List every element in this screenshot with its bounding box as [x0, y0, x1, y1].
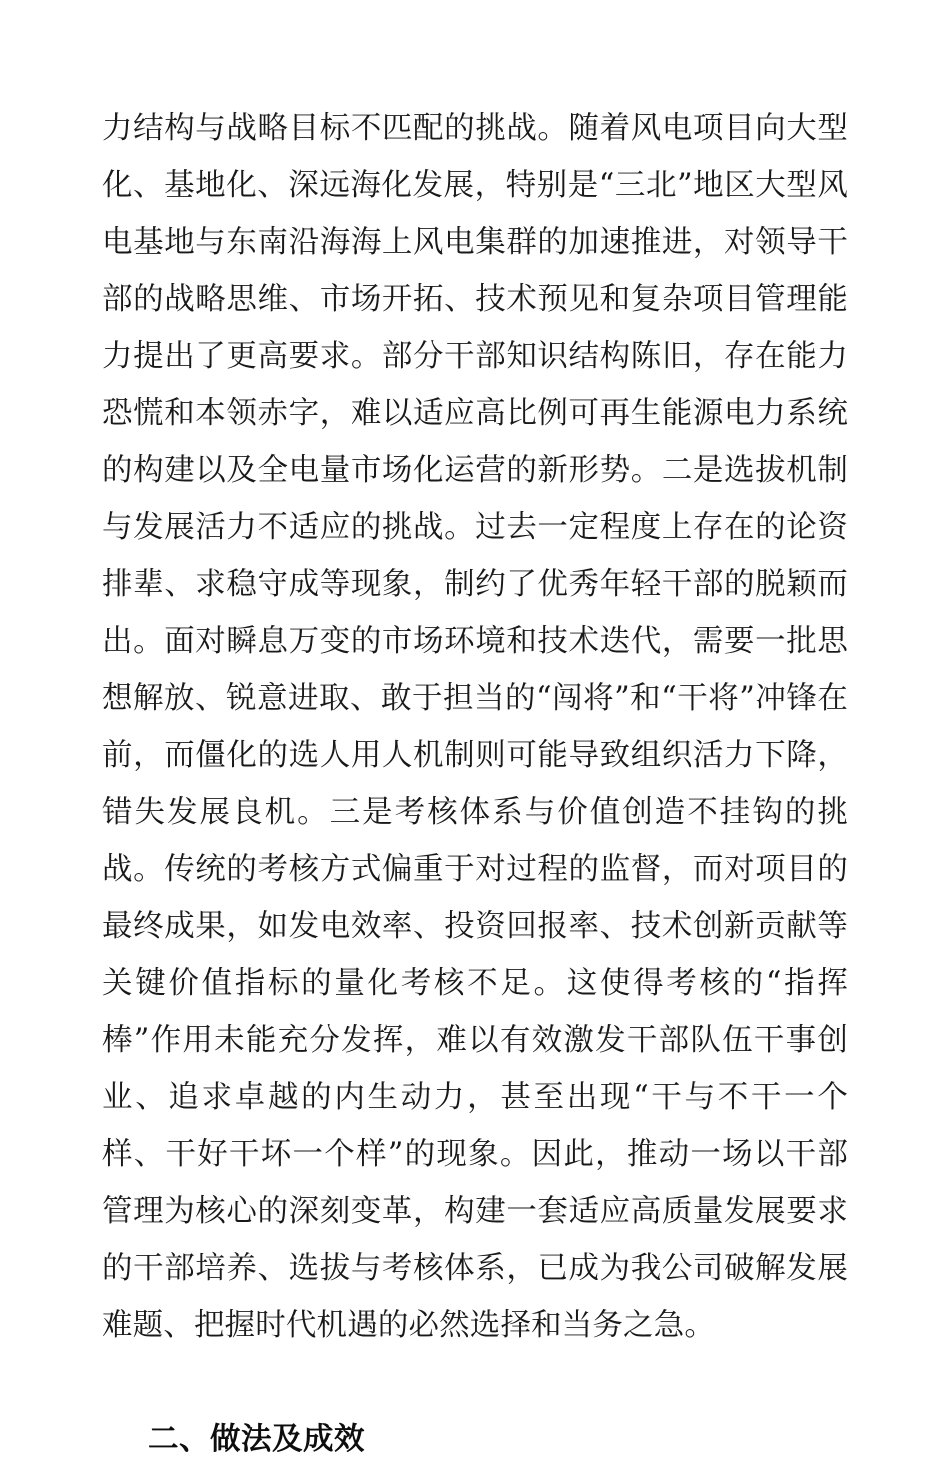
heading-spacer — [102, 1354, 848, 1411]
page-content-column — [102, 100, 848, 1468]
section-heading-two: 二、做法及成效 — [148, 1422, 365, 1457]
body-paragraph-continuation: 力结构与战略目标不匹配的挑战。随着风电项目向大型化、基地化、深远海化发展，特别是“三北”地区大型风电基地与东南沿海海上风电集群的加速推进，对领导干部的战略思维、市场开拓、技术预见和复杂项目管理能力提出了更高要求。部分干部知识结构陈旧，存在能力恐慌和本领赤字，难以适应高比例可再生能源电力系统的构建以及全电量市场化运营的新形势。二是选拔机制与发展活力不适应的挑战。过去一定程度上存在的论资排辈、求稳守成等现象，制约了优秀年轻干部的脱颖而出。面对瞬息万变的市场环境和技术迭代，需要一批思想解放、锐意进取、敢于担当的“闯将”和“干将”冲锋在前，而僵化的选人用人机制则可能导致组织活力下降，错失发展良机。三是考核体系与价值创造不挂钩的挑战。传统的考核方式偏重于对过程的监督，而对项目的最终成果，如发电效率、投资回报率、技术创新贡献等关键价值指标的量化考核不足。这使得考核的“指挥棒”作用未能充分发挥，难以有效激发干部队伍干事创业、追求卓越的内生动力，甚至出现“干与不干一个样、干好干坏一个样”的现象。因此，推动一场以干部管理为核心的深刻变革，构建一套适应高质量发展要求的干部培养、选拔与考核体系，已成为我公司破解发展难题、把握时代机遇的必然选择和当务之急。 — [102, 111, 848, 1343]
